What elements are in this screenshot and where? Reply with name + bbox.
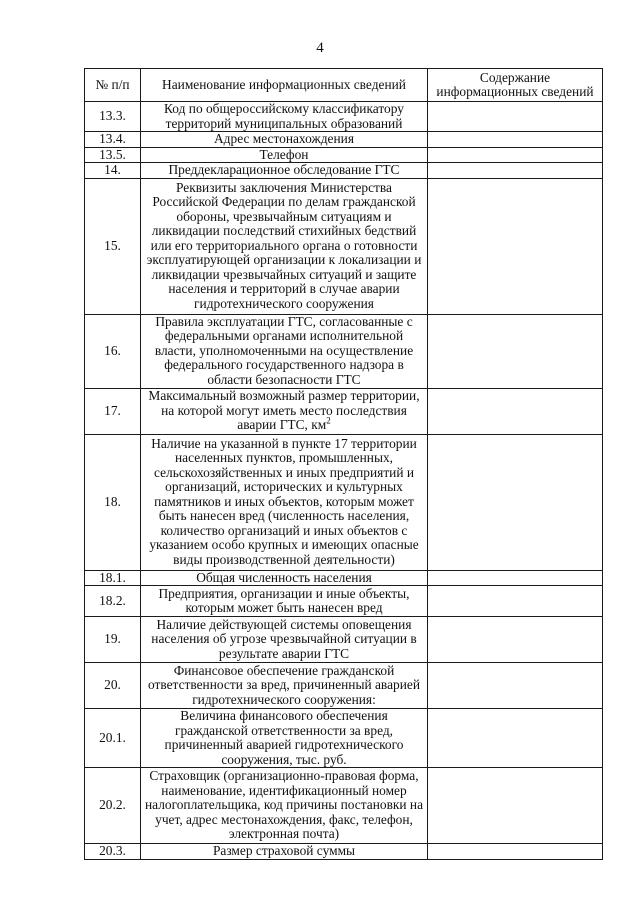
row-name: Предприятия, организации и иные объекты, которым может быть нанесен вред: [141, 586, 428, 617]
row-number: 15.: [85, 178, 141, 314]
row-name: Реквизиты заключения Министерства Российской Федерации по делам гражданской обороны, чрезвычайным ситуациям и ликвидации последствий стихийных бедствий или его территориального органа о готовности эксплуатирующей организации к локализации и ликвидации чрезвычайных ситуаций и защите населения и территорий в случае аварии гидротехнического сооружения: [141, 178, 428, 314]
row-number: 17.: [85, 388, 141, 434]
row-name: Адрес местонахождения: [141, 132, 428, 148]
row-content: [428, 147, 603, 163]
row-name: Преддекларационное обследование ГТС: [141, 163, 428, 179]
table-row: [85, 434, 603, 570]
row-number: 13.5.: [85, 147, 141, 163]
row-name: Величина финансового обеспечения гражданской ответственности за вред, причиненный аварией гидротехнического сооружения, тыс. руб.: [141, 709, 428, 768]
row-number: 18.1.: [85, 570, 141, 586]
row-content: [428, 388, 603, 434]
row-name: Правила эксплуатации ГТС, согласованные с федеральными органами исполнительной власти, уполномоченными на осуществление федерального государственного надзора в области безопасности ГТС: [141, 314, 428, 388]
row-name: Размер страховой суммы: [141, 844, 428, 860]
header-name: Наименование информационных сведений: [141, 69, 428, 102]
row-number: 20.1.: [85, 709, 141, 768]
area-unit-superscript: 2: [326, 415, 331, 426]
row-content: [428, 434, 603, 570]
row-number: 18.: [85, 434, 141, 570]
row-content: [428, 102, 603, 132]
row-name: Общая численность населения: [141, 570, 428, 586]
row-name: [141, 388, 428, 434]
table-row: [85, 570, 603, 586]
row-name: Телефон: [141, 147, 428, 163]
row-name-text: Максимальный возможный размер территории, на которой могут иметь место последствия аварии ГТС, км: [148, 388, 420, 433]
row-number: 19.: [85, 617, 141, 663]
row-content: [428, 617, 603, 663]
table-row: [85, 709, 603, 768]
table-row: [85, 163, 603, 179]
table-row: [85, 768, 603, 844]
header-content: Содержание информационных сведений: [428, 69, 603, 102]
table-row: [85, 663, 603, 709]
row-name: Наличие на указанной в пункте 17 территории населенных пунктов, промышленных, сельскохозяйственных и иных предприятий и организаций, исторических и культурных памятников и иных объектов, которым может быть нанесен вред (численность населения, количество организаций и иных объектов с указанием особо крупных и имеющих опасные виды производственной деятельности): [141, 434, 428, 570]
row-number: 18.2.: [85, 586, 141, 617]
table-row: [85, 388, 603, 434]
table-row: [85, 132, 603, 148]
row-content: [428, 132, 603, 148]
header-num: № п/п: [85, 69, 141, 102]
table-row: [85, 586, 603, 617]
row-content: [428, 163, 603, 179]
table-row: [85, 178, 603, 314]
info-table: [84, 68, 603, 860]
row-content: [428, 314, 603, 388]
table-row: [85, 102, 603, 132]
page-number: 4: [316, 40, 324, 56]
row-content: [428, 709, 603, 768]
table-header-row: [85, 69, 603, 102]
row-number: 16.: [85, 314, 141, 388]
row-content: [428, 586, 603, 617]
row-content: [428, 844, 603, 860]
row-number: 20.2.: [85, 768, 141, 844]
table-row: [85, 844, 603, 860]
row-content: [428, 768, 603, 844]
row-number: 13.4.: [85, 132, 141, 148]
row-number: 14.: [85, 163, 141, 179]
row-number: 20.: [85, 663, 141, 709]
row-content: [428, 178, 603, 314]
row-content: [428, 663, 603, 709]
table-row: [85, 617, 603, 663]
row-number: 20.3.: [85, 844, 141, 860]
row-name: Код по общероссийскому классификатору территорий муниципальных образований: [141, 102, 428, 132]
table-row: [85, 314, 603, 388]
row-name: Страховщик (организационно-правовая форма, наименование, идентификационный номер налогоплательщика, код причины постановки на учет, адрес местонахождения, факс, телефон, электронная почта): [141, 768, 428, 844]
table-row: [85, 147, 603, 163]
row-content: [428, 570, 603, 586]
row-name: Финансовое обеспечение гражданской ответственности за вред, причиненный аварией гидротехнического сооружения:: [141, 663, 428, 709]
row-name: Наличие действующей системы оповещения населения об угрозе чрезвычайной ситуации в результате аварии ГТС: [141, 617, 428, 663]
row-number: 13.3.: [85, 102, 141, 132]
